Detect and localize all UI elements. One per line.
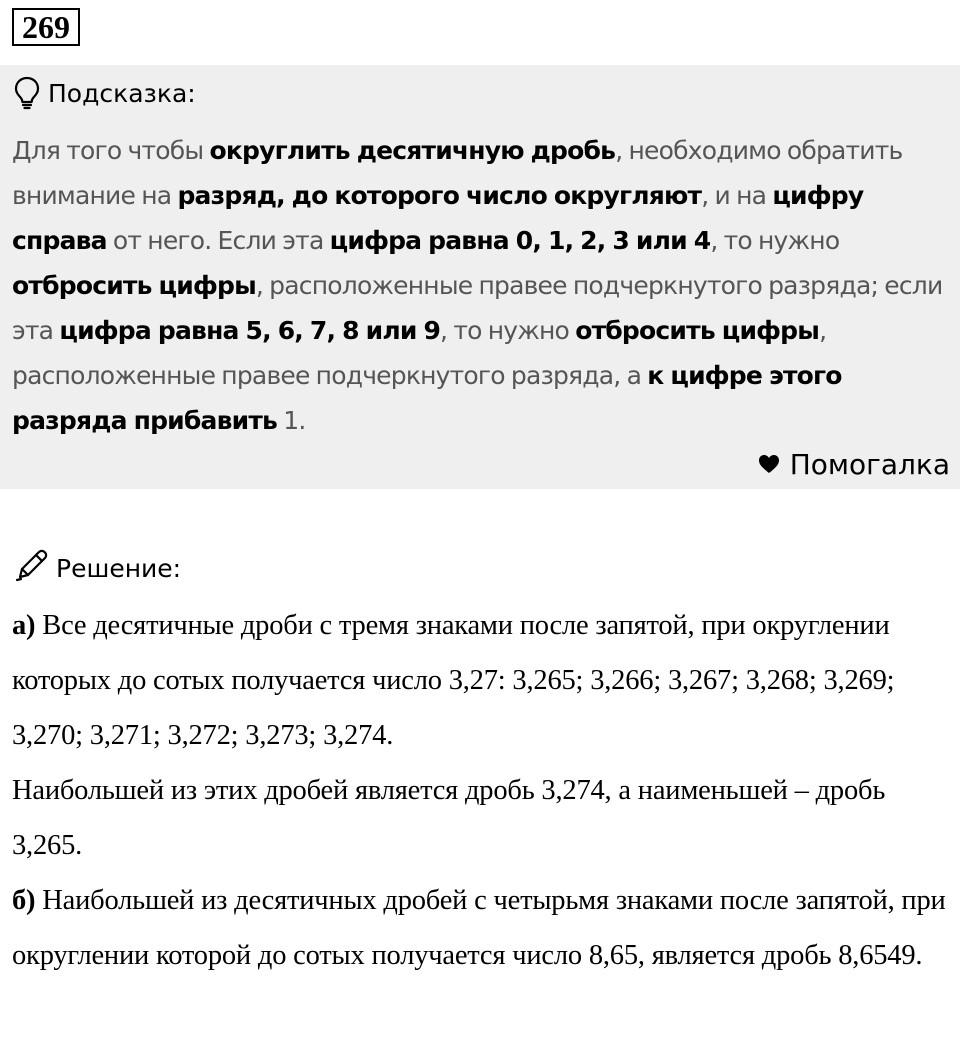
text: , расположенные правее подчеркнутого разряда; если эта	[12, 271, 943, 345]
heart-icon	[758, 448, 780, 481]
bold-text: а)	[12, 610, 36, 641]
text: , то нужно	[710, 226, 840, 255]
text: Наибольшей из этих дробей является дробь 3,274, а наименьшей – дробь 3,265.	[12, 775, 886, 861]
hint-title: Подсказка:	[48, 78, 196, 108]
bold-text: округлить десятичную дробь	[209, 136, 616, 165]
text: Для того чтобы	[12, 136, 210, 165]
hint-text	[12, 128, 952, 443]
solution-header	[14, 548, 181, 588]
text: , то нужно	[440, 316, 576, 345]
text: , и на	[701, 181, 773, 210]
bold-text: цифра равна 5, 6, 7, 8 или 9	[59, 316, 441, 345]
solution-paragraph	[12, 763, 952, 873]
text: , необходимо обратить внимание на	[12, 136, 903, 210]
bold-text: к цифре этого разряда прибавить	[12, 361, 842, 435]
bold-text: разряд, до которого число округляют	[177, 181, 702, 210]
text: 1.	[277, 406, 306, 435]
solution-title: Решение:	[56, 553, 182, 583]
lightbulb-icon	[14, 76, 40, 110]
text: , расположенные правее подчеркнутого разряда, а	[12, 316, 827, 390]
text: Все десятичные дроби с тремя знаками после запятой, при округлении которых до сотых получается число 3,27: 3,265; 3,266; 3,267; 3,268; 3,269; 3,270; 3,271; 3,272; 3,273; 3,274.	[12, 610, 895, 751]
bold-text: отбросить цифры	[12, 271, 256, 300]
solution-paragraph	[12, 873, 952, 983]
credit	[758, 448, 950, 481]
solution-text	[12, 598, 952, 983]
hint-box	[0, 65, 960, 489]
bold-text: цифра равна 0, 1, 2, 3 или 4	[329, 226, 711, 255]
pencil-icon	[14, 547, 50, 589]
text: Наибольшей из десятичных дробей с четырьмя знаками после запятой, при округлении которой до сотых получается число 8,65, является дробь 8,6549.	[12, 885, 946, 971]
task-number: 269	[12, 8, 80, 46]
bold-text: цифру справа	[12, 181, 864, 255]
bold-text: б)	[12, 885, 36, 916]
text: от него. Если эта	[106, 226, 330, 255]
credit-label: Помогалка	[789, 448, 950, 481]
bold-text: отбросить цифры	[575, 316, 820, 345]
hint-header	[14, 73, 196, 113]
solution-paragraph	[12, 598, 952, 763]
